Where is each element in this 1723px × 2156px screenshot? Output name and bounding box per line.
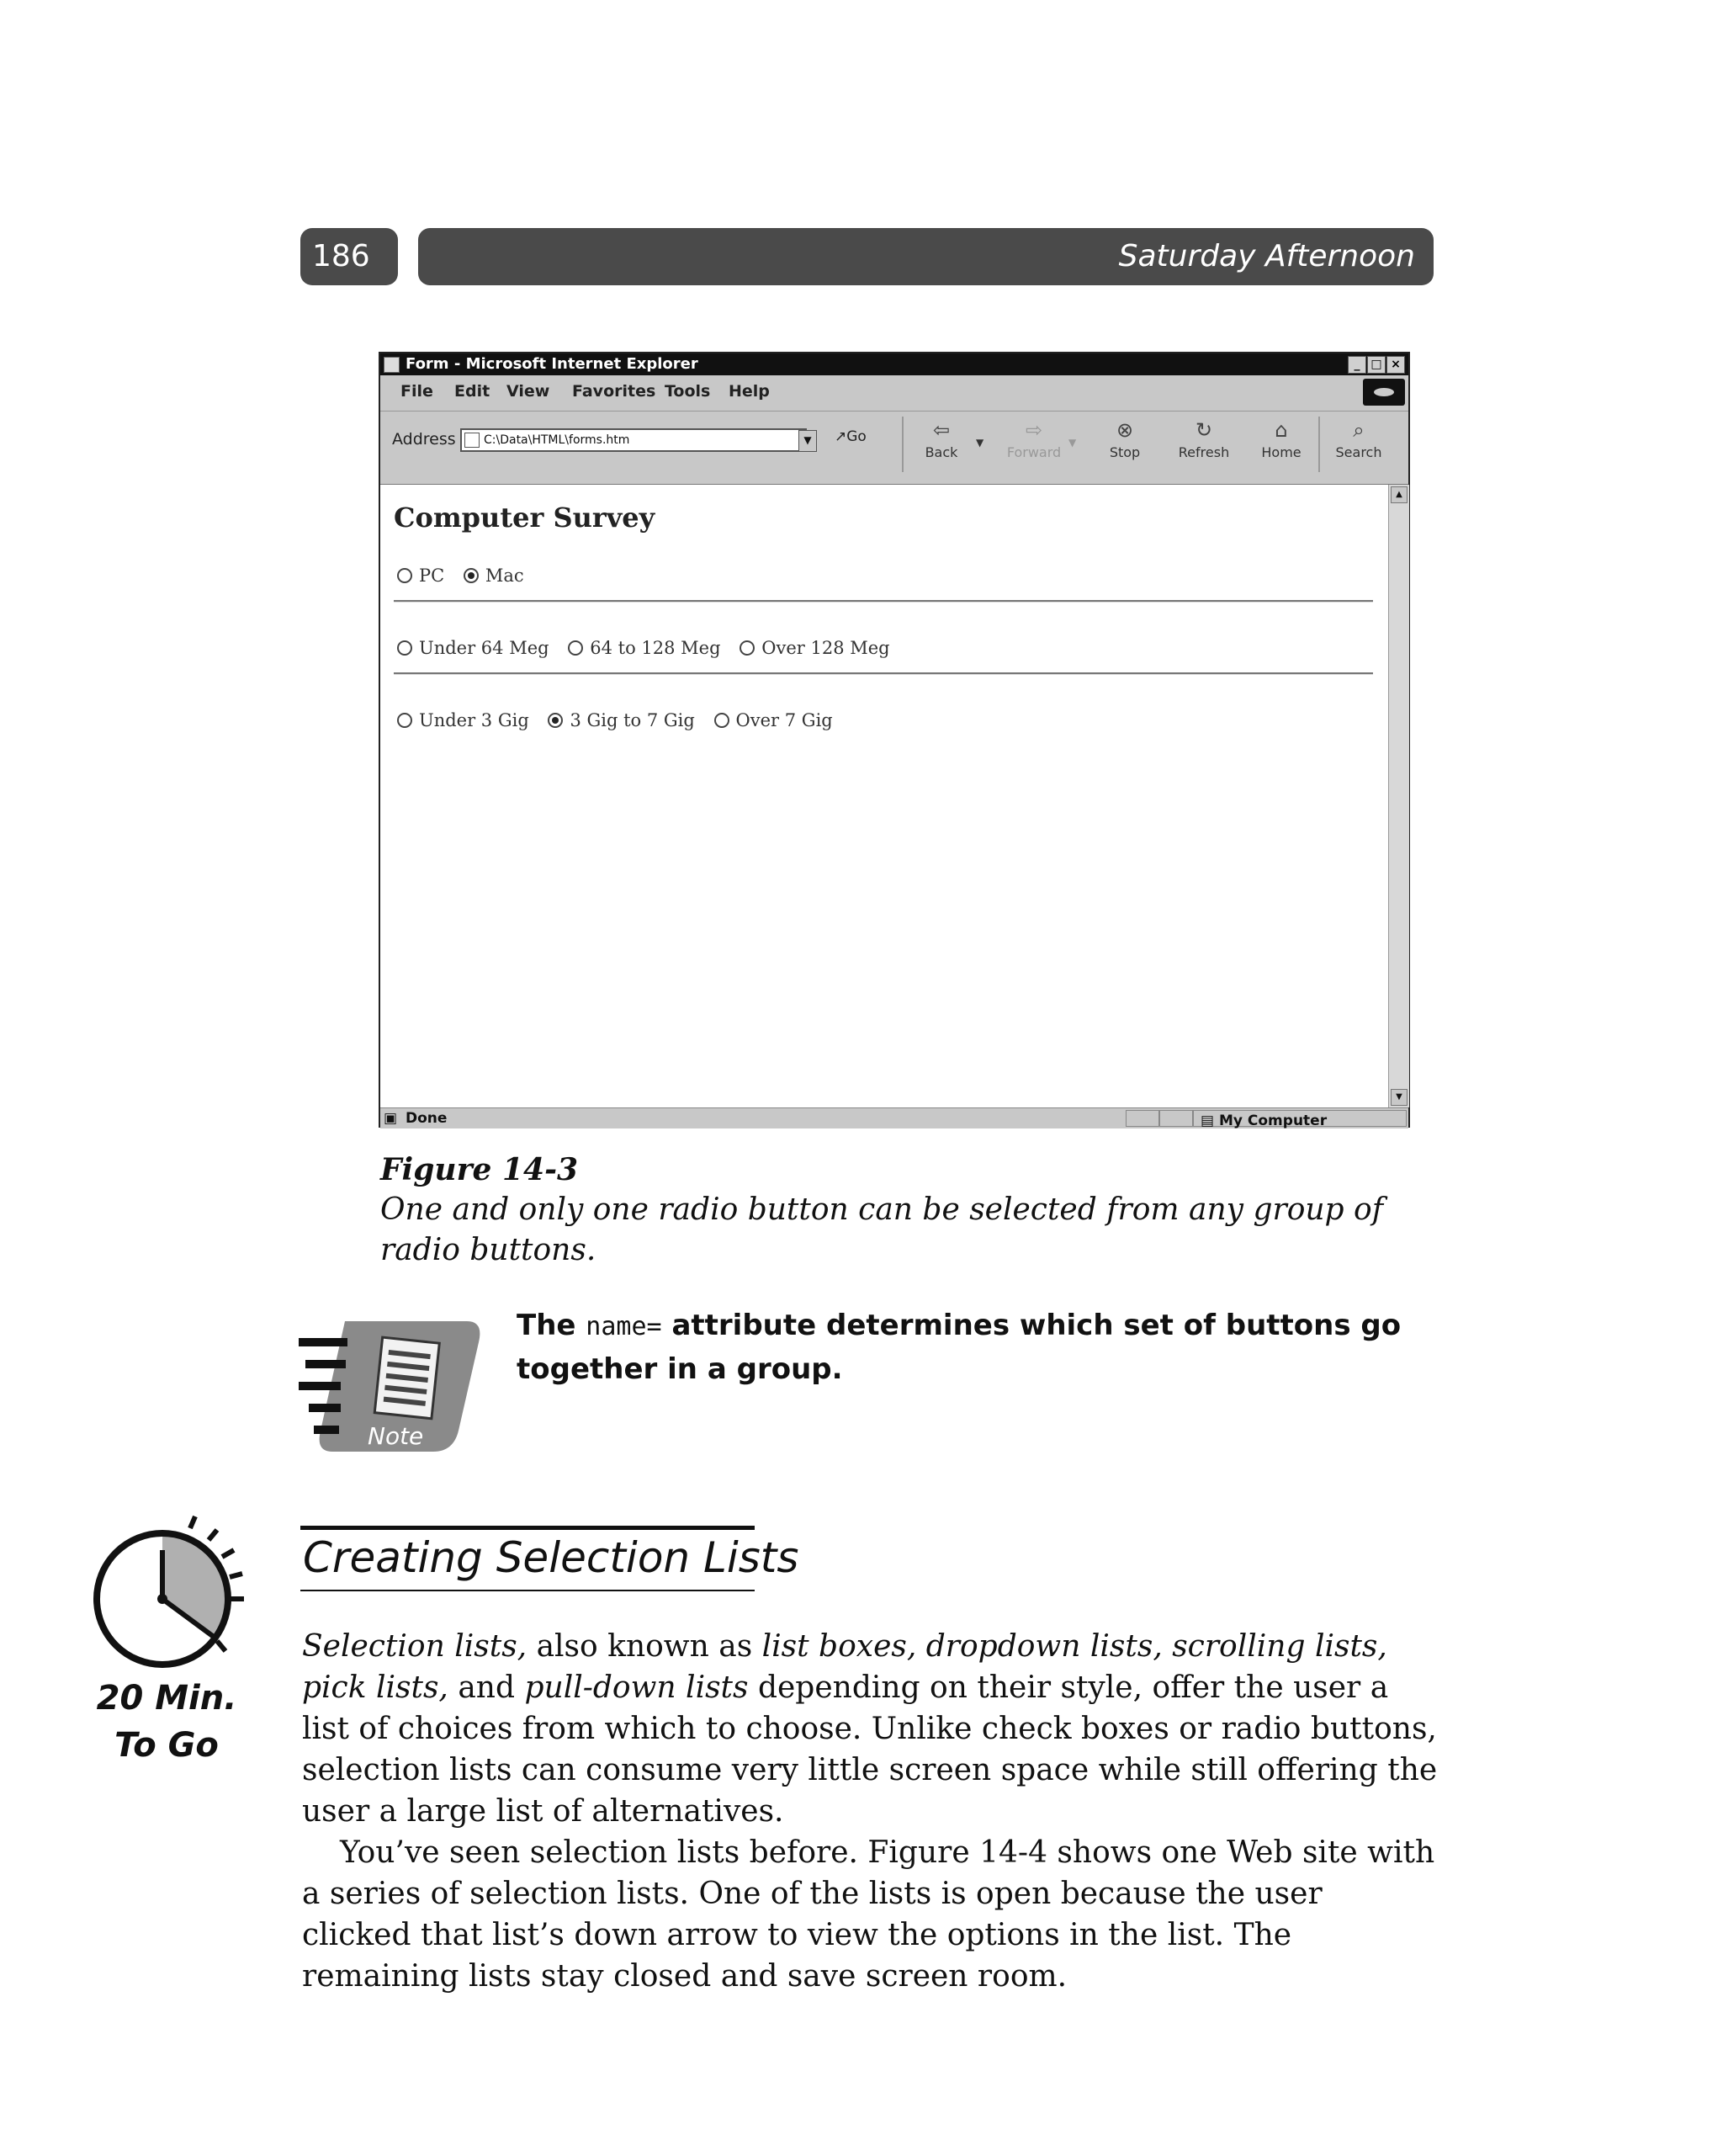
stop-icon: ⊗ [1116, 418, 1134, 442]
menu-file[interactable]: File [400, 382, 433, 401]
term: list boxes, dropdown lists, scrolling lists, pick lists, [302, 1629, 1387, 1705]
status-page-icon: ▣ [384, 1110, 398, 1127]
text-run: depending on their style, offer the user a list of choices from which to choose. Unlike check boxes or radio buttons, selection lists can consume very little screen space while still offering the user a large list of alternatives. [302, 1670, 1438, 1829]
page-icon [464, 433, 480, 448]
note-icon-label: Note [368, 1422, 424, 1450]
radio-label: Under 3 Gig [419, 710, 529, 730]
status-bar [380, 1107, 1408, 1128]
radio-button[interactable] [714, 713, 729, 728]
radio-option[interactable] [548, 710, 694, 730]
paragraph: You’ve seen selection lists before. Figure 14-4 shows one Web site with a series of selection lists. One of the lists is open because the user clicked that list’s down arrow to view the options in the list. The remaining lists stay closed and save screen room. [302, 1835, 1435, 1994]
code-inline: name= [586, 1312, 662, 1341]
text-run: and [448, 1670, 525, 1705]
time-line-1: 20 Min. [96, 1679, 237, 1718]
time-line-2: To Go [114, 1726, 219, 1765]
stop-button[interactable] [1095, 418, 1154, 460]
search-icon: ⌕ [1353, 418, 1365, 442]
go-label: Go [846, 428, 867, 445]
note-text-part: attribute determines which set of buttons go together in a group. [517, 1309, 1402, 1386]
radio-button-selected[interactable] [548, 713, 563, 728]
radio-button[interactable] [397, 713, 412, 728]
radio-button[interactable] [397, 568, 412, 583]
back-dropdown-icon[interactable]: ▼ [976, 437, 984, 449]
radio-button[interactable] [397, 640, 412, 656]
home-button[interactable] [1252, 418, 1311, 460]
refresh-button[interactable] [1174, 418, 1233, 460]
go-button[interactable]: ↗Go [835, 428, 867, 445]
ie-app-icon [384, 357, 400, 373]
forward-label: Forward [1006, 444, 1062, 460]
note-text [517, 1304, 1450, 1390]
home-label: Home [1261, 444, 1302, 460]
radio-group-memory [397, 638, 904, 658]
refresh-label: Refresh [1178, 444, 1230, 460]
search-label: Search [1335, 444, 1382, 460]
radio-option[interactable] [740, 638, 889, 658]
page-content [380, 485, 1388, 1107]
back-label: Back [925, 444, 958, 460]
toolbar-separator [902, 417, 904, 472]
search-button[interactable] [1329, 418, 1388, 460]
back-arrow-icon: ⇦ [932, 418, 951, 442]
computer-icon: ▤ [1201, 1113, 1219, 1129]
time-remaining-label [74, 1675, 259, 1769]
menu-edit[interactable]: Edit [454, 382, 490, 401]
radio-option[interactable] [568, 638, 720, 658]
radio-label: Under 64 Meg [419, 638, 549, 658]
browser-screenshot [379, 352, 1410, 1128]
radio-option[interactable] [397, 638, 549, 658]
browser-title-bar [380, 353, 1408, 375]
status-zone-label: My Computer [1218, 1113, 1328, 1129]
menu-bar [380, 375, 1408, 412]
browser-title: Form - Microsoft Internet Explorer [406, 355, 698, 373]
radio-label: 64 to 128 Meg [590, 638, 721, 658]
radio-label: Over 7 Gig [735, 710, 833, 730]
page-number: 186 [300, 228, 398, 285]
home-icon: ⌂ [1275, 418, 1288, 442]
figure-label: Figure 14-3 [380, 1152, 579, 1187]
back-button[interactable] [912, 418, 971, 460]
radio-group-disk [397, 710, 846, 730]
status-pane [1126, 1110, 1159, 1127]
radio-label: PC [419, 566, 445, 586]
forward-button[interactable] [1005, 418, 1063, 460]
scroll-up-icon[interactable]: ▲ [1391, 486, 1408, 503]
section-heading: Creating Selection Lists [303, 1533, 799, 1582]
running-header: Saturday Afternoon [418, 228, 1434, 285]
menu-help[interactable]: Help [729, 382, 770, 401]
refresh-icon: ↻ [1195, 418, 1213, 442]
figure-caption [380, 1150, 1440, 1271]
scroll-down-icon[interactable]: ▼ [1391, 1089, 1408, 1106]
maximize-button[interactable]: □ [1367, 356, 1386, 374]
address-label: Address [392, 430, 456, 449]
minimize-button[interactable]: _ [1348, 356, 1366, 374]
radio-option[interactable] [397, 566, 444, 586]
status-text: Done [406, 1110, 448, 1127]
status-pane [1159, 1110, 1193, 1127]
paragraph [302, 1626, 1438, 1832]
radio-group-platform [397, 566, 538, 586]
figure-caption-text: One and only one radio button can be selected from any group of radio buttons. [380, 1192, 1384, 1267]
radio-label: 3 Gig to 7 Gig [570, 710, 695, 730]
radio-option[interactable] [714, 710, 833, 730]
horizontal-rule [394, 600, 1373, 603]
body-text [302, 1626, 1438, 1997]
heading-rule-bottom [300, 1590, 755, 1591]
note-text-part: The [517, 1309, 586, 1342]
forward-arrow-icon: ⇨ [1025, 418, 1043, 442]
radio-button-selected[interactable] [464, 568, 479, 583]
radio-option[interactable] [397, 710, 529, 730]
text-run: also known as [527, 1629, 762, 1664]
radio-button[interactable] [740, 640, 755, 656]
vertical-scrollbar[interactable] [1388, 485, 1409, 1107]
stop-label: Stop [1109, 444, 1141, 460]
address-dropdown-icon[interactable]: ▼ [798, 430, 817, 452]
menu-tools[interactable]: Tools [665, 382, 711, 401]
radio-label: Over 128 Meg [761, 638, 890, 658]
radio-option[interactable] [464, 566, 524, 586]
horizontal-rule [394, 672, 1373, 675]
address-value: C:\Data\HTML\forms.htm [484, 433, 630, 447]
status-zone [1193, 1110, 1407, 1127]
heading-rule-top [300, 1526, 755, 1530]
address-input[interactable] [460, 428, 807, 452]
windows-logo-icon [1363, 379, 1405, 406]
forward-dropdown-icon[interactable]: ▼ [1068, 437, 1077, 449]
menu-favorites[interactable]: Favorites [572, 382, 656, 401]
radio-label: Mac [485, 566, 524, 586]
clock-icon [91, 1515, 251, 1675]
toolbar-separator [1318, 417, 1320, 472]
radio-button[interactable] [568, 640, 583, 656]
close-button[interactable]: × [1386, 356, 1405, 374]
menu-view[interactable]: View [506, 382, 550, 401]
survey-heading: Computer Survey [394, 502, 655, 534]
term: Selection lists, [302, 1629, 528, 1664]
term: pull-down lists [524, 1670, 749, 1705]
browser-toolbar [380, 412, 1408, 486]
